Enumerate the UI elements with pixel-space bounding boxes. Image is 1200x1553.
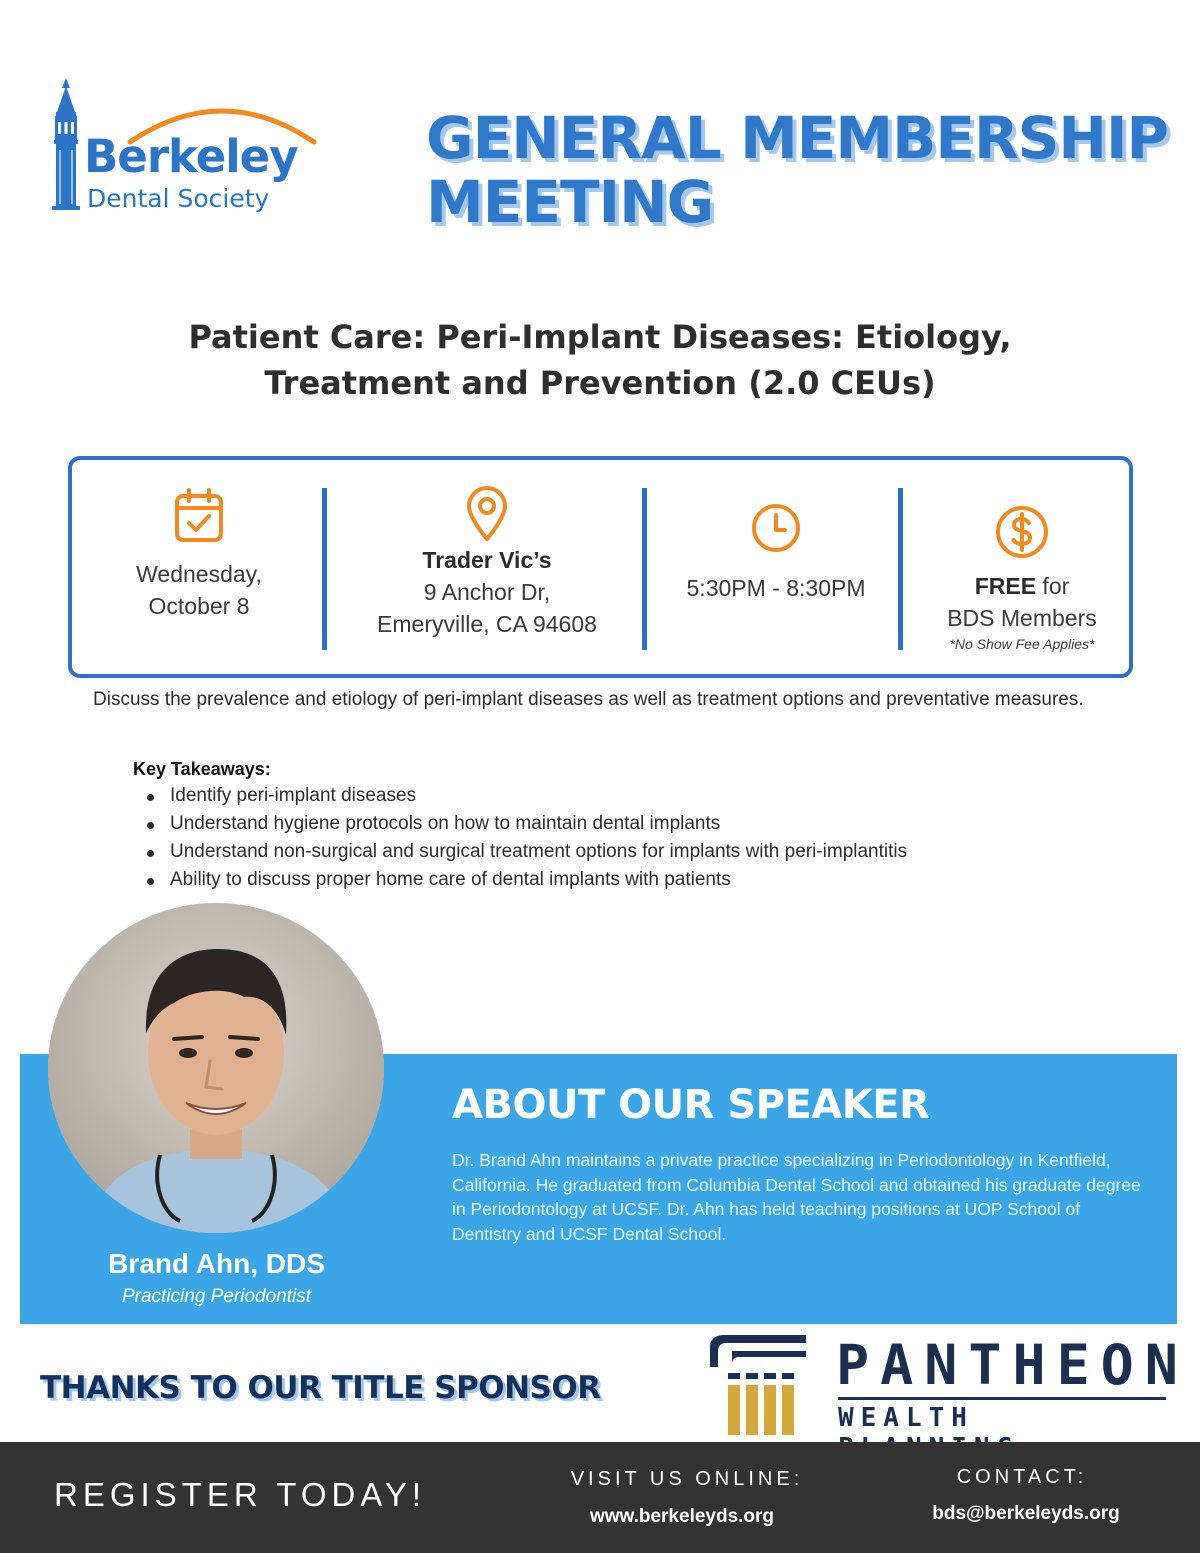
course-title-line-2: Treatment and Prevention (2.0 CEUs): [264, 364, 936, 402]
time-cell: [652, 460, 900, 674]
list-item: Understand non-surgical and surgical treatment options for implants with peri-implantitis: [170, 838, 907, 866]
location-cell: [334, 460, 640, 674]
footer: [0, 1442, 1200, 1553]
contact-email-link[interactable]: bds@berkeleyds.org: [932, 1503, 1120, 1524]
pantheon-wordmark: PANTHEON: [836, 1333, 1189, 1397]
price-members: BDS Members: [947, 605, 1097, 631]
pantheon-logo: [706, 1333, 1189, 1437]
campanile-tower-icon: [48, 78, 84, 210]
course-title-line-1: Patient Care: Peri-Implant Diseases: Etiology,: [188, 318, 1012, 356]
price-note: *No Show Fee Applies*: [949, 636, 1095, 652]
speaker-role: Practicing Periodontist: [121, 1286, 312, 1307]
list-item: Understand hygiene protocols on how to maintain dental implants: [170, 810, 907, 838]
speaker-photo: [48, 903, 384, 1233]
list-item: Ability to discuss proper home care of dental implants with patients: [170, 866, 907, 894]
course-title: [0, 314, 1200, 406]
headline-line-2: MEETING: [426, 168, 714, 236]
divider: [322, 488, 327, 650]
takeaways-title: Key Takeaways:: [133, 759, 271, 779]
website-link[interactable]: www.berkeleyds.org: [589, 1506, 775, 1527]
pantheon-column-icon: [706, 1333, 808, 1437]
divider: [642, 488, 647, 650]
course-description: Discuss the prevalence and etiology of peri-implant diseases as well as treatment options and preventative measures.: [93, 689, 1084, 710]
takeaways-list: [170, 782, 907, 894]
speaker-name: Brand Ahn, DDS: [108, 1248, 325, 1279]
pantheon-tagline: WEALTH: [838, 1403, 974, 1433]
list-item: Identify peri-implant diseases: [170, 782, 907, 810]
berkeley-dental-society-logo: [44, 78, 344, 218]
speaker-bio: Dr. Brand Ahn maintains a private practice specializing in Periodontology in Kentfield, California. He graduated from Columbia Dental School and obtained his graduate degree in Periodontology at UCSF. Dr. Ahn has held teaching positions at UOP School of Dentistry and UCSF Dental School.: [452, 1150, 1141, 1244]
price-cell: [908, 460, 1136, 674]
logo-subtitle: Dental Society: [87, 184, 270, 213]
logo-wordmark: Berkeley: [84, 130, 298, 183]
venue-city: Emeryville, CA 94608: [377, 611, 597, 637]
sponsor-thanks: THANKS TO OUR TITLE SPONSOR: [40, 1370, 601, 1406]
price-line: [975, 570, 1070, 602]
event-details-box: [68, 456, 1133, 678]
pantheon-rule: [838, 1397, 1166, 1400]
price-free: FREE: [974, 573, 1037, 599]
venue-name: Trader Vic’s: [422, 547, 552, 573]
about-speaker-title: ABOUT OUR SPEAKER: [452, 1082, 930, 1128]
date-cell: [78, 460, 320, 674]
date-line-1: Wednesday,: [136, 561, 262, 587]
date-line-2: October 8: [148, 593, 250, 619]
register-today: REGISTER TODAY!: [54, 1476, 427, 1513]
visit-label: VISIT US ONLINE:: [570, 1468, 804, 1490]
price-for: for: [1036, 573, 1070, 599]
event-time: 5:30PM - 8:30PM: [686, 575, 866, 601]
venue-street: 9 Anchor Dr,: [423, 579, 551, 605]
speaker-portrait-illustration: [48, 903, 384, 1233]
headline-line-1: GENERAL MEMBERSHIP: [426, 104, 1169, 172]
clock-icon: [750, 502, 802, 554]
dollar-icon: [994, 504, 1050, 560]
calendar-check-icon: [173, 488, 225, 544]
page-headline: [426, 106, 1186, 234]
map-pin-icon: [463, 486, 511, 542]
contact-label: CONTACT:: [956, 1466, 1088, 1488]
divider: [898, 488, 903, 650]
